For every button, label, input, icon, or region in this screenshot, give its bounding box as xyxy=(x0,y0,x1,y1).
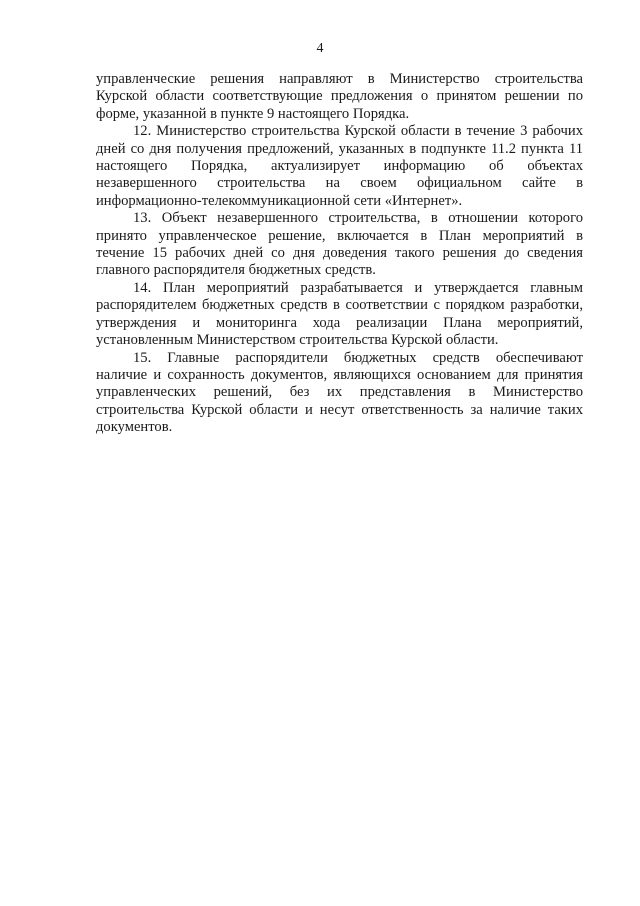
text-line: дней со дня получения предложений, указанных в подпункте 11.2 пункта 11 xyxy=(96,140,583,157)
text-line: настоящего Порядка, актуализирует информацию об объектах xyxy=(96,158,583,175)
paragraph-item-14 xyxy=(96,280,583,350)
paragraph-item-12 xyxy=(96,123,583,210)
text-line: 12. Министерство строительства Курской области в течение 3 рабочих xyxy=(133,123,583,140)
text-line: 15. Главные распорядители бюджетных средств обеспечивают xyxy=(133,349,583,366)
text-line: 13. Объект незавершенного строительства, в отношении которого xyxy=(133,210,583,227)
document-body xyxy=(96,71,583,437)
paragraph-item-15 xyxy=(96,350,583,437)
paragraph-item-13 xyxy=(96,210,583,280)
text-line: главного распорядителя бюджетных средств. xyxy=(96,262,376,279)
text-line: утверждения и мониторинга хода реализации Плана мероприятий, xyxy=(96,314,583,331)
text-line: управленческих решений, без их представления в Министерство xyxy=(96,384,583,401)
text-line: форме, указанной в пункте 9 настоящего Порядка. xyxy=(96,105,410,122)
page-number: 4 xyxy=(316,41,324,56)
text-line: незавершенного строительства на своем официальном сайте в xyxy=(96,175,583,192)
text-line: управленческие решения направляют в Министерство строительства xyxy=(96,71,583,87)
text-line: принято управленческое решение, включается в План мероприятий в xyxy=(96,227,583,244)
text-line: документов. xyxy=(96,419,173,436)
text-line: течение 15 рабочих дней со дня доведения такого решения до сведения xyxy=(96,245,583,262)
text-line: 14. План мероприятий разрабатывается и утверждается главным xyxy=(133,279,583,296)
paragraph-continuation xyxy=(96,71,583,123)
text-line: наличие и сохранность документов, являющихся основанием для принятия xyxy=(96,366,583,383)
text-line: строительства Курской области и несут ответственность за наличие таких xyxy=(96,401,583,418)
text-line: информационно-телекоммуникационной сети «Интернет». xyxy=(96,192,463,209)
text-line: установленным Министерством строительства Курской области. xyxy=(96,332,499,349)
text-line: распорядителем бюджетных средств в соответствии с порядком разработки, xyxy=(96,297,583,314)
text-line: Курской области соответствующие предложения о принятом решении по xyxy=(96,88,583,105)
